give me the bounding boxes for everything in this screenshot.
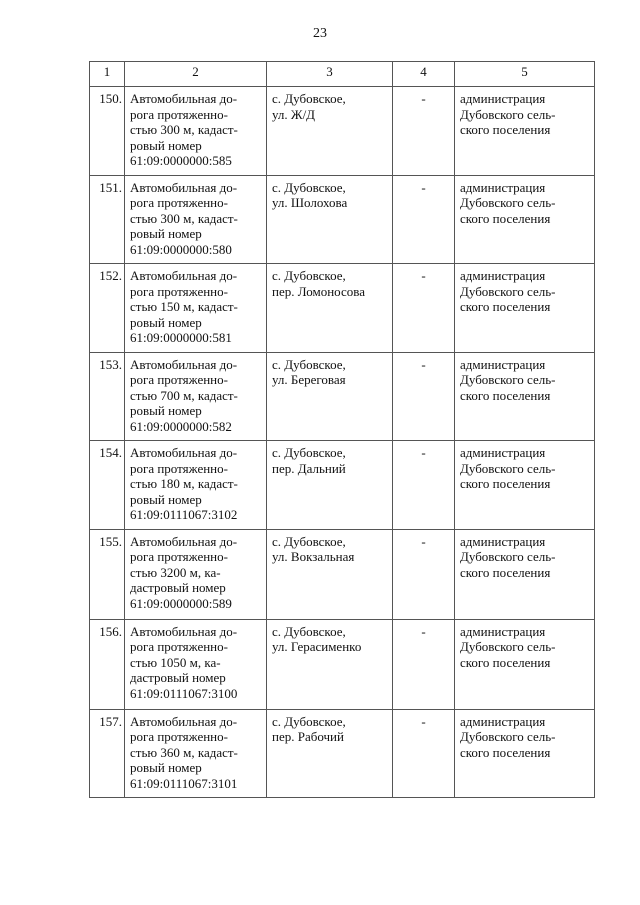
table-row <box>90 441 595 530</box>
object-address <box>267 175 393 264</box>
owner-line: ского поселения <box>460 476 551 491</box>
object-name-line: 61:09:0000000:580 <box>130 241 232 257</box>
column-4-value: - <box>393 352 455 441</box>
object-name-line: стью 360 м, кадаст- <box>130 744 238 760</box>
object-name-line: стью 300 м, кадаст- <box>130 210 238 226</box>
owner-line: Дубовского сель- <box>460 106 556 122</box>
object-name-line: ровый номер <box>130 314 202 330</box>
row-number: 154. <box>90 441 125 530</box>
table-row <box>90 709 595 798</box>
object-name <box>125 352 267 441</box>
object-name <box>125 87 267 176</box>
object-name-line: ровый номер <box>130 760 202 775</box>
object-name <box>125 619 267 709</box>
object-name-line: Автомобильная до- <box>130 179 238 195</box>
address-line: с. Дубовское, <box>272 713 346 729</box>
column-header-3: 3 <box>267 62 393 87</box>
column-4-value: - <box>393 619 455 709</box>
row-number: 157. <box>90 709 125 798</box>
address-line: пер. Дальний <box>272 460 346 476</box>
object-name-line: 61:09:0000000:589 <box>130 595 232 611</box>
object-name-line: стью 150 м, кадаст- <box>130 299 238 314</box>
column-4-value: - <box>393 441 455 530</box>
owner-line: ского поселения <box>460 210 551 226</box>
object-owner <box>455 529 595 619</box>
column-header-1: 1 <box>90 62 125 87</box>
object-name-line: стью 180 м, кадаст- <box>130 476 238 491</box>
table-row <box>90 264 595 353</box>
owner-line: Дубовского сель- <box>460 283 556 299</box>
owner-line: ского поселения <box>460 122 551 137</box>
table-row <box>90 529 595 619</box>
owner-line: ского поселения <box>460 299 551 314</box>
object-name-line: стью 300 м, кадаст- <box>130 122 238 137</box>
object-owner <box>455 352 595 441</box>
address-line: ул. Ж/Д <box>272 106 316 122</box>
row-number: 155. <box>90 529 125 619</box>
object-name-line: рога протяженно- <box>130 460 228 476</box>
object-name-line: Автомобильная до- <box>130 445 238 460</box>
address-line: с. Дубовское, <box>272 356 346 372</box>
object-name-line: 61:09:0111067:3101 <box>130 775 238 791</box>
object-name-line: ровый номер <box>130 226 202 241</box>
object-name-line: ровый номер <box>130 491 202 507</box>
object-name-line: стью 1050 м, ка- <box>130 654 221 670</box>
object-name-line: 61:09:0111067:3100 <box>130 685 238 701</box>
owner-line: администрация <box>460 356 546 372</box>
object-name-line: 61:09:0000000:582 <box>130 418 232 434</box>
object-name-line: рога протяженно- <box>130 106 228 122</box>
address-line: пер. Ломоносова <box>272 283 365 299</box>
row-number: 153. <box>90 352 125 441</box>
owner-line: Дубовского сель- <box>460 372 556 387</box>
column-4-value: - <box>393 709 455 798</box>
owner-line: администрация <box>460 713 546 729</box>
object-name-line: рога протяженно- <box>130 195 228 210</box>
object-owner <box>455 264 595 353</box>
object-name-line: 61:09:0111067:3102 <box>130 507 238 522</box>
object-name-line: рога протяженно- <box>130 549 228 564</box>
object-name-line: дастровый номер <box>130 580 226 595</box>
object-address <box>267 619 393 709</box>
object-name-line: Автомобильная до- <box>130 713 238 729</box>
owner-line: Дубовского сель- <box>460 195 556 210</box>
owner-line: Дубовского сель- <box>460 460 556 476</box>
address-line: пер. Рабочий <box>272 729 344 744</box>
address-line: с. Дубовское, <box>272 91 346 106</box>
object-owner <box>455 709 595 798</box>
object-name-line: рога протяженно- <box>130 372 228 387</box>
address-line: ул. Шолохова <box>272 195 348 210</box>
object-name-line: рога протяженно- <box>130 729 228 744</box>
object-name-line: рога протяженно- <box>130 639 228 654</box>
column-4-value: - <box>393 264 455 353</box>
address-line: с. Дубовское, <box>272 445 346 460</box>
table-row <box>90 619 595 709</box>
table-row <box>90 175 595 264</box>
address-line: ул. Герасименко <box>272 639 362 654</box>
object-name-line: Автомобильная до- <box>130 268 238 283</box>
object-name-line: ровый номер <box>130 403 202 418</box>
object-owner <box>455 619 595 709</box>
column-header-4: 4 <box>393 62 455 87</box>
object-name-line: рога протяженно- <box>130 283 228 299</box>
owner-line: администрация <box>460 268 546 283</box>
object-name <box>125 264 267 353</box>
column-4-value: - <box>393 529 455 619</box>
address-line: с. Дубовское, <box>272 268 346 283</box>
object-address <box>267 709 393 798</box>
object-name-line: Автомобильная до- <box>130 623 238 639</box>
address-line: ул. Береговая <box>272 372 346 387</box>
object-name <box>125 709 267 798</box>
owner-line: администрация <box>460 623 546 639</box>
object-name-line: ровый номер <box>130 137 202 153</box>
table-row <box>90 87 595 176</box>
object-name-line: стью 700 м, кадаст- <box>130 387 238 403</box>
address-line: ул. Вокзальная <box>272 549 355 564</box>
owner-line: ского поселения <box>460 744 551 760</box>
row-number: 150. <box>90 87 125 176</box>
owner-line: ского поселения <box>460 564 551 580</box>
object-name-line: Автомобильная до- <box>130 356 238 372</box>
road-registry-table <box>89 61 595 798</box>
object-address <box>267 529 393 619</box>
object-name-line: 61:09:0000000:585 <box>130 153 232 168</box>
owner-line: Дубовского сель- <box>460 639 556 654</box>
page-number: 23 <box>313 26 327 41</box>
address-line: с. Дубовское, <box>272 623 346 639</box>
owner-line: Дубовского сель- <box>460 549 556 564</box>
owner-line: ского поселения <box>460 654 551 670</box>
owner-line: Дубовского сель- <box>460 729 556 744</box>
row-number: 152. <box>90 264 125 353</box>
object-name-line: Автомобильная до- <box>130 533 238 549</box>
owner-line: администрация <box>460 91 546 106</box>
owner-line: администрация <box>460 179 546 195</box>
object-name-line: дастровый номер <box>130 670 226 685</box>
column-header-5: 5 <box>455 62 595 87</box>
address-line: с. Дубовское, <box>272 179 346 195</box>
object-address <box>267 264 393 353</box>
column-4-value: - <box>393 175 455 264</box>
object-address <box>267 87 393 176</box>
object-name-line: Автомобильная до- <box>130 91 238 106</box>
column-4-value: - <box>393 87 455 176</box>
owner-line: ского поселения <box>460 387 551 403</box>
object-address <box>267 441 393 530</box>
table-header-row <box>90 62 595 87</box>
object-owner <box>455 441 595 530</box>
object-name-line: 61:09:0000000:581 <box>130 330 232 345</box>
row-number: 156. <box>90 619 125 709</box>
table-row <box>90 352 595 441</box>
owner-line: администрация <box>460 445 546 460</box>
object-owner <box>455 175 595 264</box>
address-line: с. Дубовское, <box>272 533 346 549</box>
object-name <box>125 441 267 530</box>
object-name <box>125 175 267 264</box>
object-name-line: стью 3200 м, ка- <box>130 564 221 580</box>
owner-line: администрация <box>460 533 546 549</box>
object-name <box>125 529 267 619</box>
object-address <box>267 352 393 441</box>
column-header-2: 2 <box>125 62 267 87</box>
row-number: 151. <box>90 175 125 264</box>
object-owner <box>455 87 595 176</box>
